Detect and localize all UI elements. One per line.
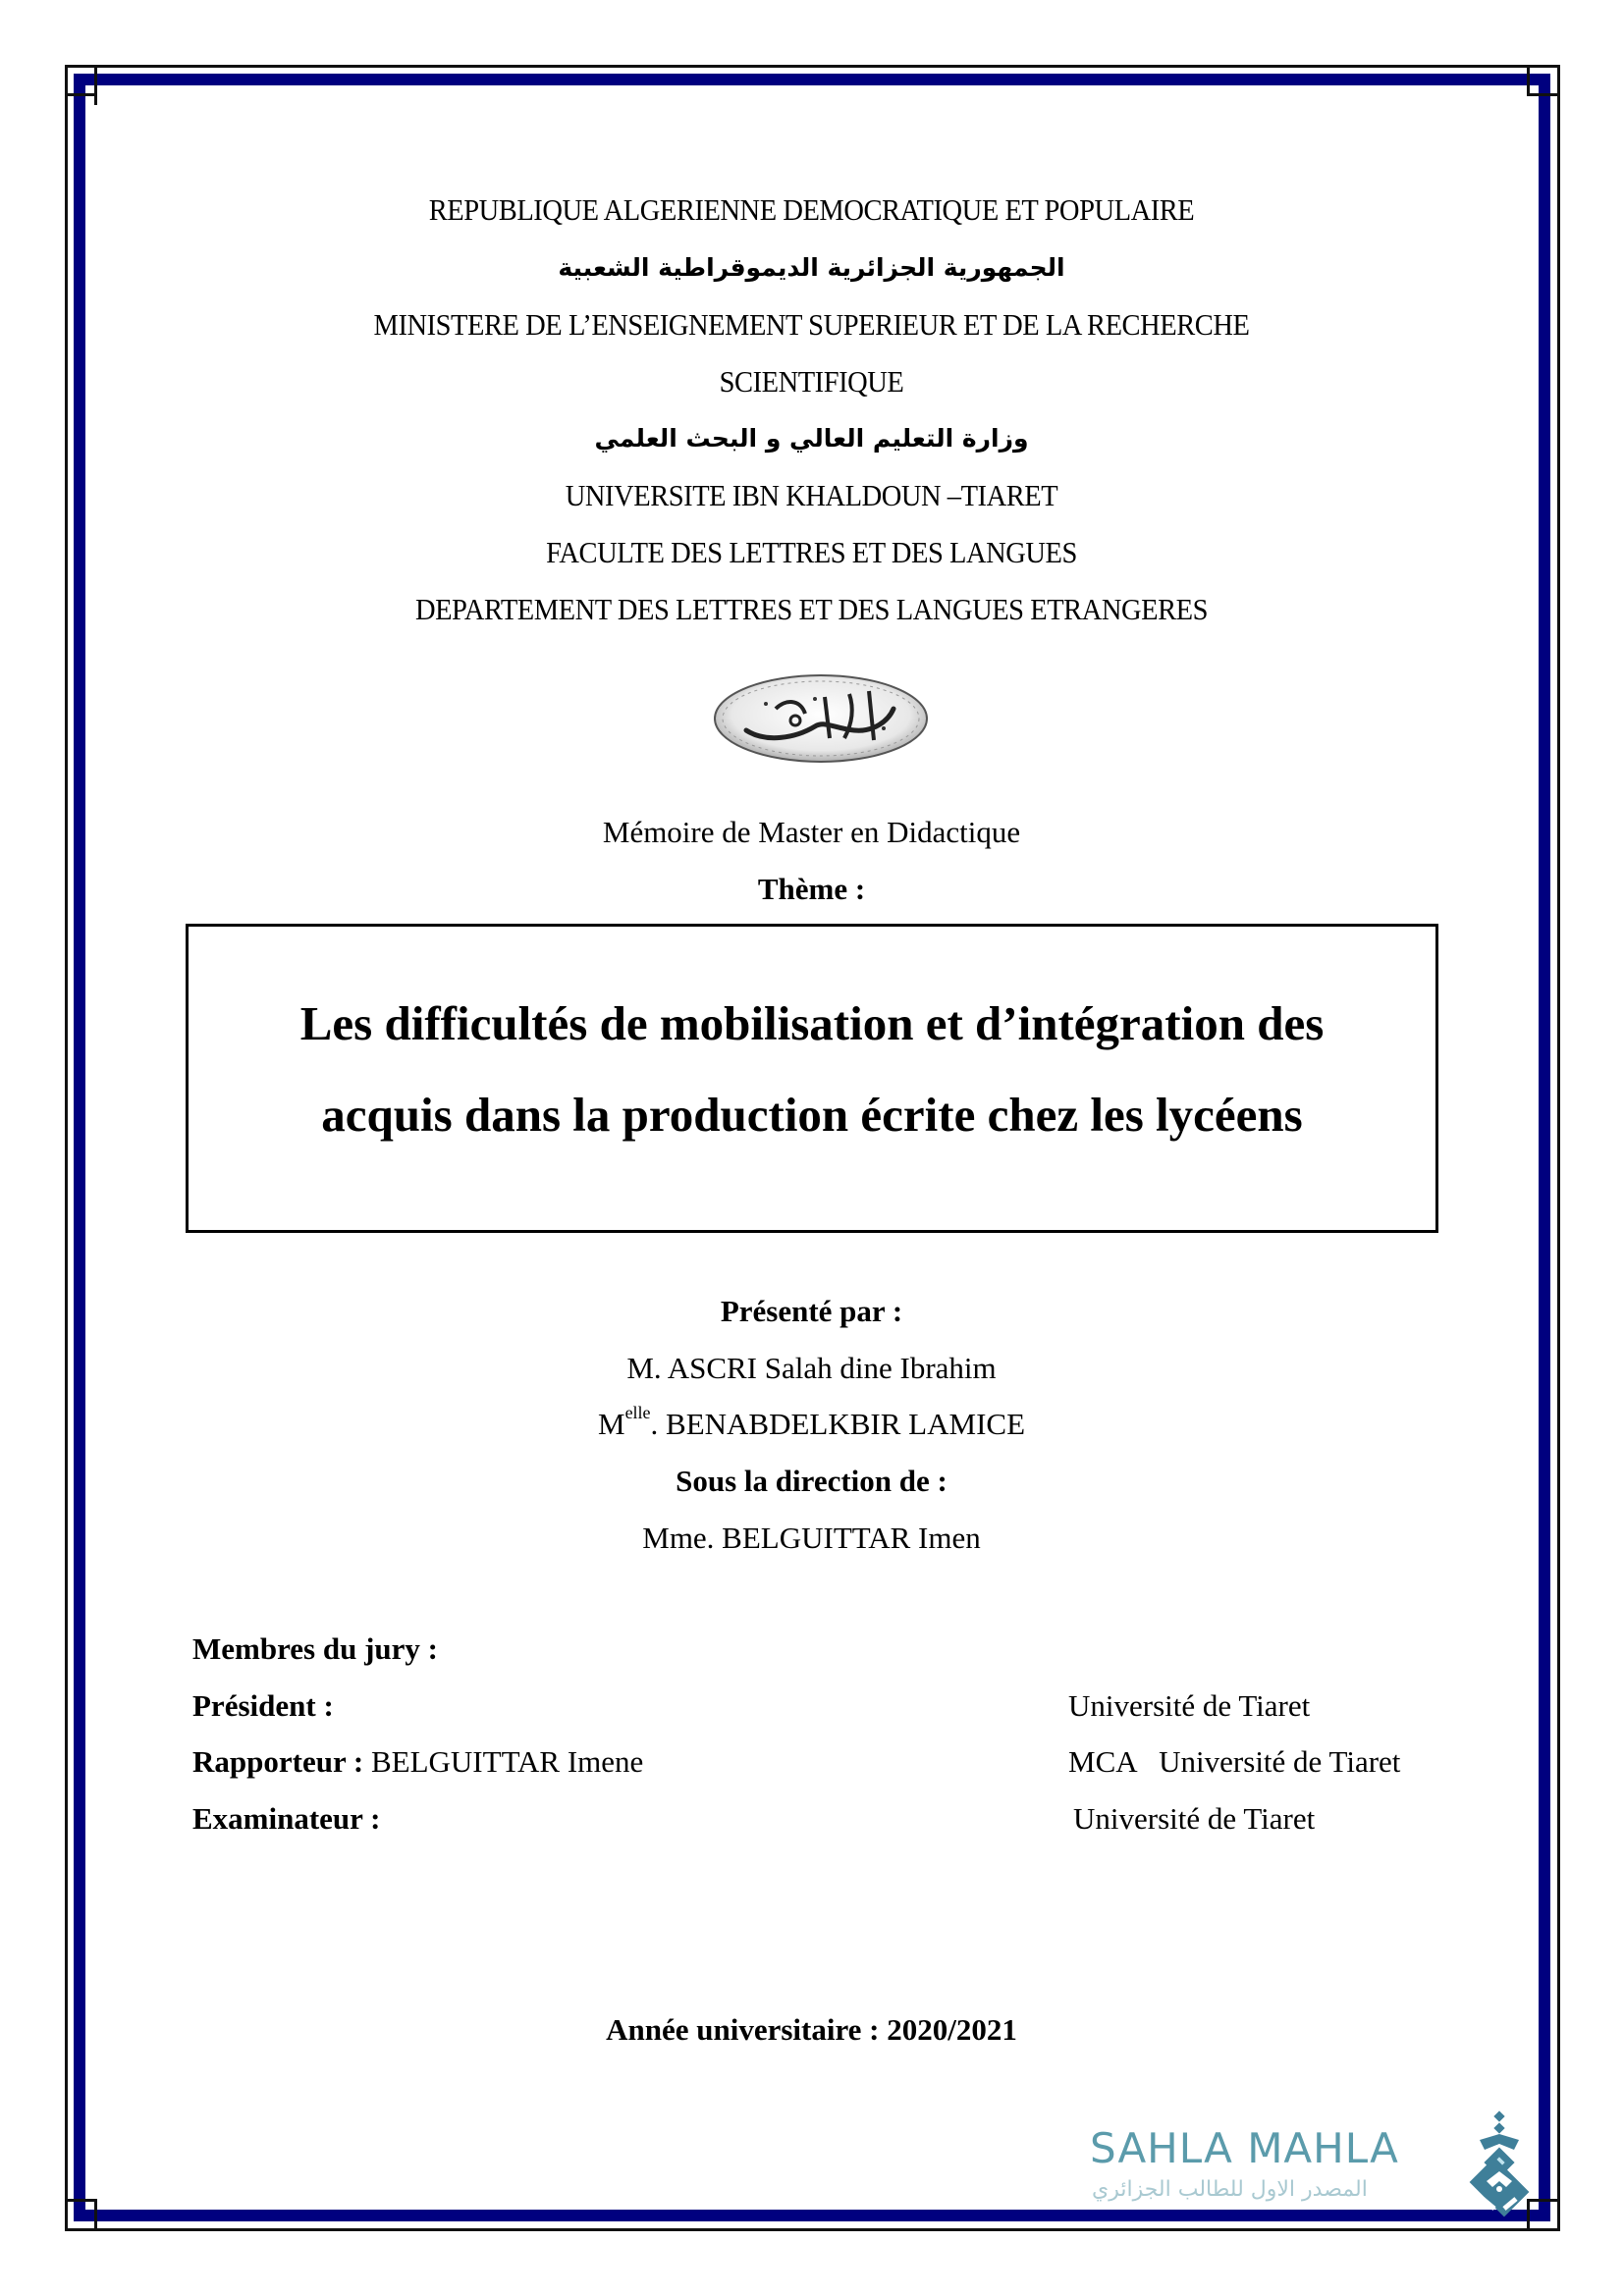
frame-corner-bottom-left	[65, 2199, 97, 2231]
ministry-fr-line2: SCIENTIFIQUE	[719, 364, 904, 399]
frame-band-right	[1539, 74, 1550, 2221]
department-name: DEPARTEMENT DES LETTRES ET DES LANGUES ETRANGERES	[414, 592, 1209, 626]
jury-member-president	[192, 1688, 334, 1724]
sahla-mahla-logo-icon	[1465, 2110, 1534, 2218]
thesis-title-line2: acquis dans la production écrite chez les lycéens	[321, 1088, 1303, 1142]
author-2-sup: elle	[624, 1403, 651, 1422]
jury-role: Président :	[192, 1688, 334, 1723]
ministry-ar: وزارة التعليم العالي و البحث العلمي	[594, 424, 1029, 453]
thesis-title-line1: Les difficultés de mobilisation et d’intégration des	[299, 996, 1325, 1050]
faculty-name: FACULTE DES LETTRES ET DES LANGUES	[546, 535, 1077, 569]
ministry-fr-line1: MINISTERE DE L’ENSEIGNEMENT SUPERIEUR ET DE LA RECHERCHE	[373, 307, 1250, 342]
author-2	[85, 1403, 1538, 1442]
republic-fr: REPUBLIQUE ALGERIENNE DEMOCRATIQUE ET POPULAIRE	[428, 192, 1195, 227]
title-box	[186, 924, 1438, 1233]
frame-band-left	[74, 74, 85, 2221]
author-1: M. ASCRI Salah dine Ibrahim	[626, 1351, 997, 1385]
author-2-prefix: M	[597, 1407, 625, 1441]
watermark-brand: SAHLA MAHLA	[1090, 2124, 1399, 2172]
theme-label: Thème :	[757, 872, 866, 906]
frame-corner-top-right	[1527, 65, 1560, 96]
academic-year: Année universitaire : 2020/2021	[606, 2012, 1017, 2047]
author-2-name: . BENABDELKBIR LAMICE	[650, 1407, 1026, 1441]
frame-corner-top-left-inner	[85, 65, 97, 105]
watermark-tagline: المصدر الاول للطالب الجزائري	[1092, 2177, 1368, 2202]
jury-member-rapporteur	[192, 1744, 643, 1780]
republic-ar: الجمهورية الجزائرية الديموقراطية الشعبية	[558, 253, 1065, 282]
jury-name: BELGUITTAR Imene	[363, 1744, 644, 1779]
jury-title: Membres du jury :	[192, 1631, 438, 1666]
jury-member-examinateur	[192, 1801, 380, 1837]
thesis-type: Mémoire de Master en Didactique	[602, 815, 1021, 849]
university-name: UNIVERSITE IBN KHALDOUN –TIARET	[565, 478, 1058, 512]
watermark	[1090, 2120, 1542, 2228]
jury-role: Examinateur :	[192, 1801, 381, 1836]
jury-role: Rapporteur :	[192, 1744, 364, 1779]
jury-affiliation: MCA Université de Tiaret	[1068, 1744, 1401, 1779]
frame-band-top	[74, 74, 1550, 85]
presented-by-label: Présenté par :	[720, 1294, 903, 1328]
jury-affiliation: Université de Tiaret	[1068, 1688, 1311, 1723]
supervisor: Mme. BELGUITTAR Imen	[642, 1521, 981, 1555]
university-calligraphy-emblem-icon	[707, 669, 935, 768]
direction-label: Sous la direction de :	[676, 1464, 947, 1498]
jury-affiliation: Université de Tiaret	[1073, 1801, 1316, 1836]
